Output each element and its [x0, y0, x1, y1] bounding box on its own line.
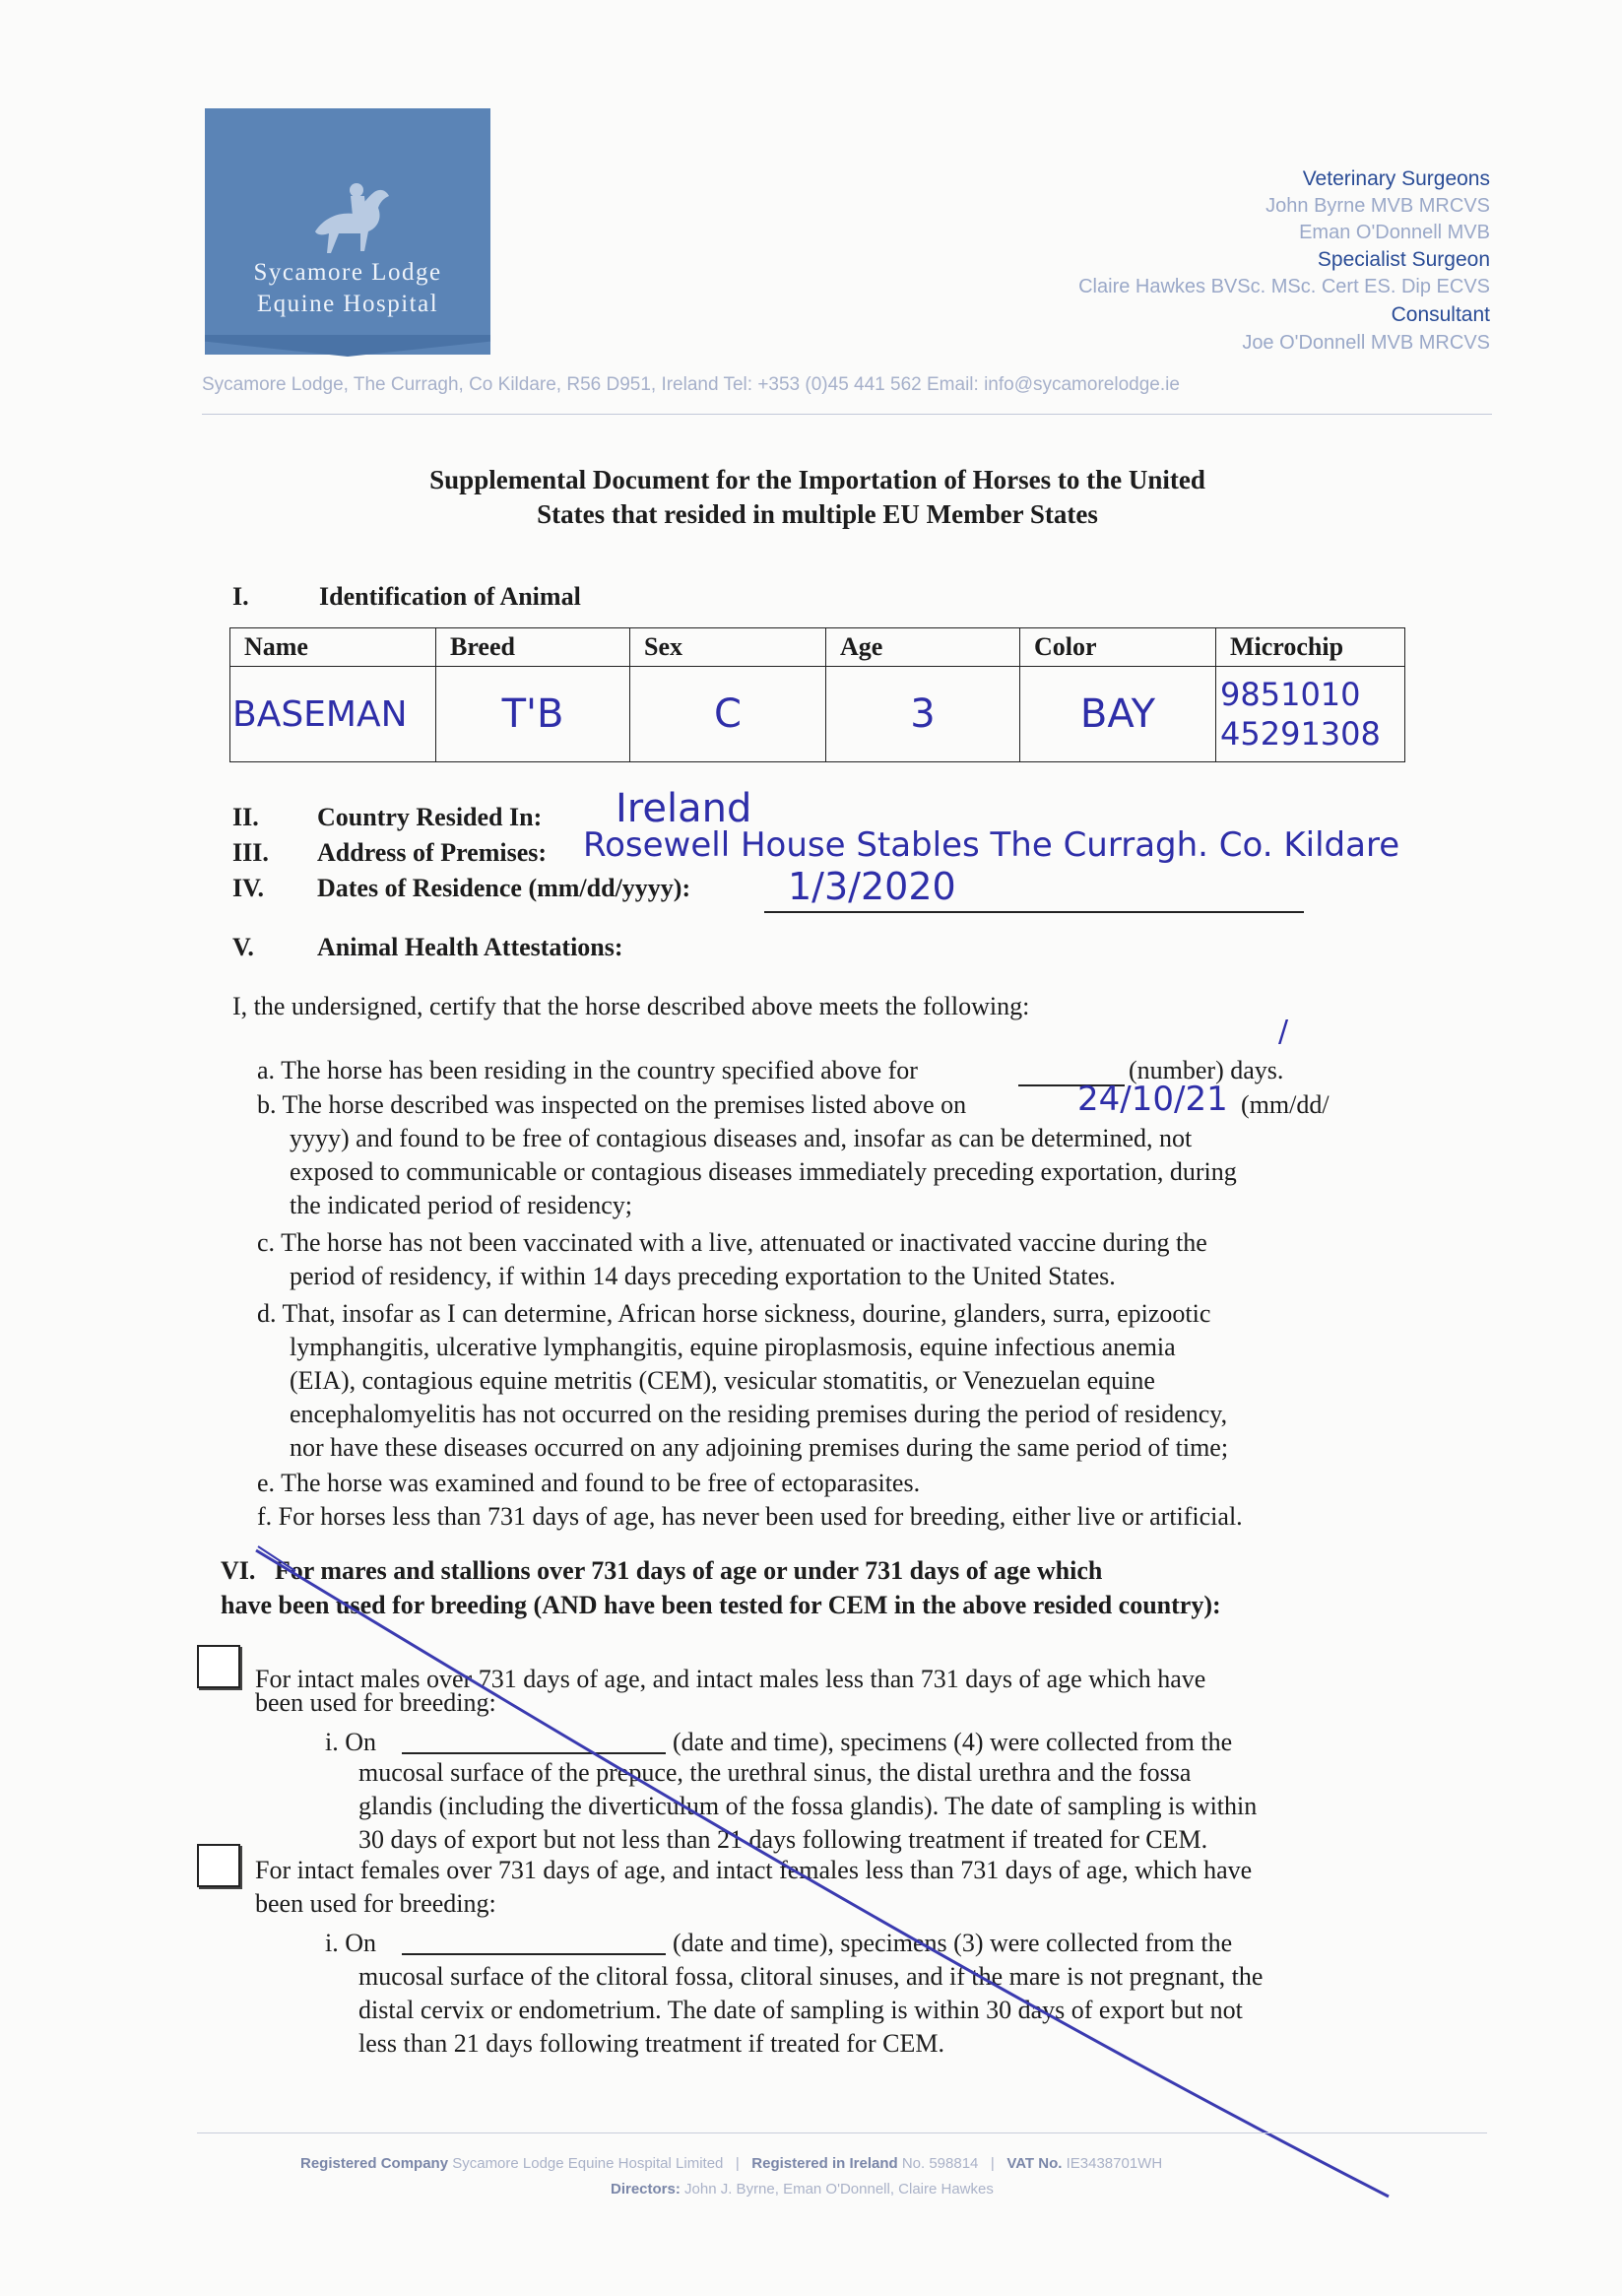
staff-heading-consultant: Consultant	[1391, 303, 1490, 326]
males-line1: For intact males over 731 days of age, and intact males less than 731 days of age which have	[255, 1665, 1206, 1693]
letterhead-address: Sycamore Lodge, The Curragh, Co Kildare, R56 D951, Ireland Tel: +353 (0)45 441 562 Email: info@sycamorelodge.ie	[202, 374, 1180, 395]
females-i-line2: mucosal surface of the clitoral fossa, clitoral sinuses, and if the mare is not pregnant, the	[358, 1962, 1264, 1991]
section6-line2: have been used for breeding (AND have been tested for CEM in the above resided country):	[221, 1591, 1221, 1619]
item-d-line1: d. That, insofar as I can determine, African horse sickness, dourine, glanders, surra, epizootic	[257, 1299, 1211, 1328]
females-i-line4: less than 21 days following treatment if treated for CEM.	[358, 2029, 944, 2058]
item-e: e. The horse was examined and found to be free of ectoparasites.	[257, 1469, 921, 1497]
dates-label: Dates of Residence (mm/dd/yyyy):	[317, 874, 691, 902]
footer-directors-label: Directors:	[611, 2181, 681, 2198]
item-b-date[interactable]: 24/10/21	[1077, 1080, 1228, 1119]
item-b-line3: yyyy) and found to be free of contagious diseases and, insofar as can be determined, not	[290, 1124, 1193, 1152]
footer-directors	[611, 2181, 994, 2198]
footer-ireland-label: Registered in Ireland	[751, 2155, 898, 2172]
footer-vat-value: IE3438701WH	[1066, 2155, 1163, 2172]
section5-number: V.	[232, 933, 254, 961]
footer-reg-label: Registered Company	[300, 2155, 449, 2172]
section6-line1: VI. For mares and stallions over 731 days of age or under 731 days of age which	[221, 1556, 1103, 1585]
item-c-line2: period of residency, if within 14 days preceding exportation to the United States.	[290, 1262, 1116, 1290]
item-b-text: b. The horse described was inspected on the premises listed above on	[257, 1090, 967, 1119]
attestation-intro: I, the undersigned, certify that the horse described above meets the following:	[232, 992, 1030, 1020]
item-a-mark-icon: /	[1278, 1015, 1289, 1049]
item-d-line5: nor have these diseases occurred on any adjoining premises during the same period of time;	[290, 1433, 1229, 1462]
males-i-line2: mucosal surface of the prepuce, the urethral sinus, the distal urethra and the fossa	[358, 1758, 1192, 1787]
country-number: II.	[232, 803, 259, 831]
item-a-text: a. The horse has been residing in the country specified above for	[257, 1056, 918, 1084]
section5-title: Animal Health Attestations:	[317, 933, 623, 961]
females-i-line3: distal cervix or endometrium. The date of sampling is within 30 days of export but not	[358, 1996, 1243, 2024]
address-number: III.	[232, 838, 269, 867]
address-value[interactable]: Rosewell House Stables The Curragh. Co. Kildare	[583, 825, 1400, 865]
title-line1: Supplemental Document for the Importation of Horses to the United	[429, 465, 1205, 494]
males-i-line1: (date and time), specimens (4) were collected from the	[673, 1728, 1233, 1756]
microchip-line2: 45291308	[1220, 715, 1381, 753]
footer-reg-value: Sycamore Lodge Equine Hospital Limited	[452, 2155, 724, 2172]
item-d-line3: (EIA), contagious equine metritis (CEM), vesicular stomatitis, or Venezuelan equine	[290, 1366, 1155, 1395]
section1-title: Identification of Animal	[319, 582, 581, 611]
footer-directors-value: John J. Byrne, Eman O'Donnell, Claire Hawkes	[684, 2181, 994, 2198]
item-a-suffix: (number) days.	[1129, 1056, 1284, 1084]
item-d-line2: lymphangitis, ulcerative lymphangitis, equine piroplasmosis, equine infectious anemia	[290, 1333, 1176, 1361]
staff-vet-1: John Byrne MVB MRCVS	[1265, 195, 1490, 217]
header-name: Name	[230, 628, 436, 667]
males-line2: been used for breeding:	[255, 1688, 496, 1717]
header-breed: Breed	[436, 628, 630, 667]
item-c-line1: c. The horse has not been vaccinated with a live, attenuated or inactivated vaccine during the	[257, 1228, 1207, 1257]
dates-number: IV.	[232, 874, 265, 902]
footer-ireland-value: No. 598814	[901, 2155, 979, 2172]
header-sex: Sex	[630, 628, 826, 667]
header-microchip: Microchip	[1216, 628, 1405, 667]
staff-consultant: Joe O'Donnell MVB MRCVS	[1242, 332, 1490, 354]
staff-vet-2: Eman O'Donnell MVB	[1299, 222, 1490, 243]
cell-breed[interactable]: T'B	[436, 667, 630, 762]
header-color: Color	[1020, 628, 1216, 667]
item-b-format: (mm/dd/	[1241, 1090, 1330, 1119]
males-i-line3: glandis (including the diverticulum of the fossa glandis). The date of sampling is within	[358, 1792, 1258, 1820]
country-value[interactable]: Ireland	[616, 786, 752, 831]
females-line1: For intact females over 731 days of age, and intact females less than 731 days of age, which have	[255, 1856, 1253, 1884]
item-b-line4: exposed to communicable or contagious diseases immediately preceding exportation, during	[290, 1157, 1237, 1186]
microchip-line1: 9851010	[1220, 676, 1361, 713]
cell-sex[interactable]: C	[630, 667, 826, 762]
footer-divider	[197, 2132, 1487, 2133]
cell-color[interactable]: BAY	[1020, 667, 1216, 762]
staff-specialist: Claire Hawkes BVSc. MSc. Cert ES. Dip ECVS	[1078, 276, 1490, 297]
staff-heading-vets: Veterinary Surgeons	[1302, 167, 1490, 190]
item-d-line4: encephalomyelitis has not occurred on the residing premises during the period of residency,	[290, 1400, 1228, 1428]
title-line2: States that resided in multiple EU Member States	[537, 499, 1098, 529]
logo-line1: Sycamore Lodge	[253, 259, 442, 286]
country-label: Country Resided In:	[317, 803, 543, 831]
address-label: Address of Premises:	[317, 838, 548, 867]
females-line2: been used for breeding:	[255, 1889, 496, 1918]
footer-vat-label: VAT No.	[1006, 2155, 1063, 2172]
header-age: Age	[826, 628, 1020, 667]
staff-heading-specialist: Specialist Surgeon	[1317, 248, 1490, 271]
cell-name[interactable]: BASEMAN	[230, 667, 436, 762]
footer-registration: Registered Company Sycamore Lodge Equine Hospital Limited | Registered in Ireland No. 598814 | VAT No. IE3438701WH	[300, 2155, 1163, 2172]
males-i-on: i. On	[325, 1728, 376, 1756]
cell-age[interactable]: 3	[826, 667, 1020, 762]
logo-line2: Equine Hospital	[256, 291, 439, 317]
dates-value[interactable]: 1/3/2020	[788, 865, 956, 908]
item-b-line5: the indicated period of residency;	[290, 1191, 632, 1219]
females-i-on: i. On	[325, 1929, 376, 1957]
section1-number: I.	[232, 582, 249, 611]
females-i-line1: (date and time), specimens (3) were collected from the	[673, 1929, 1233, 1957]
males-i-line4: 30 days of export but not less than 21 days following treatment if treated for CEM.	[358, 1825, 1208, 1854]
item-f: f. For horses less than 731 days of age, has never been used for breeding, either live or artificial.	[257, 1502, 1243, 1531]
